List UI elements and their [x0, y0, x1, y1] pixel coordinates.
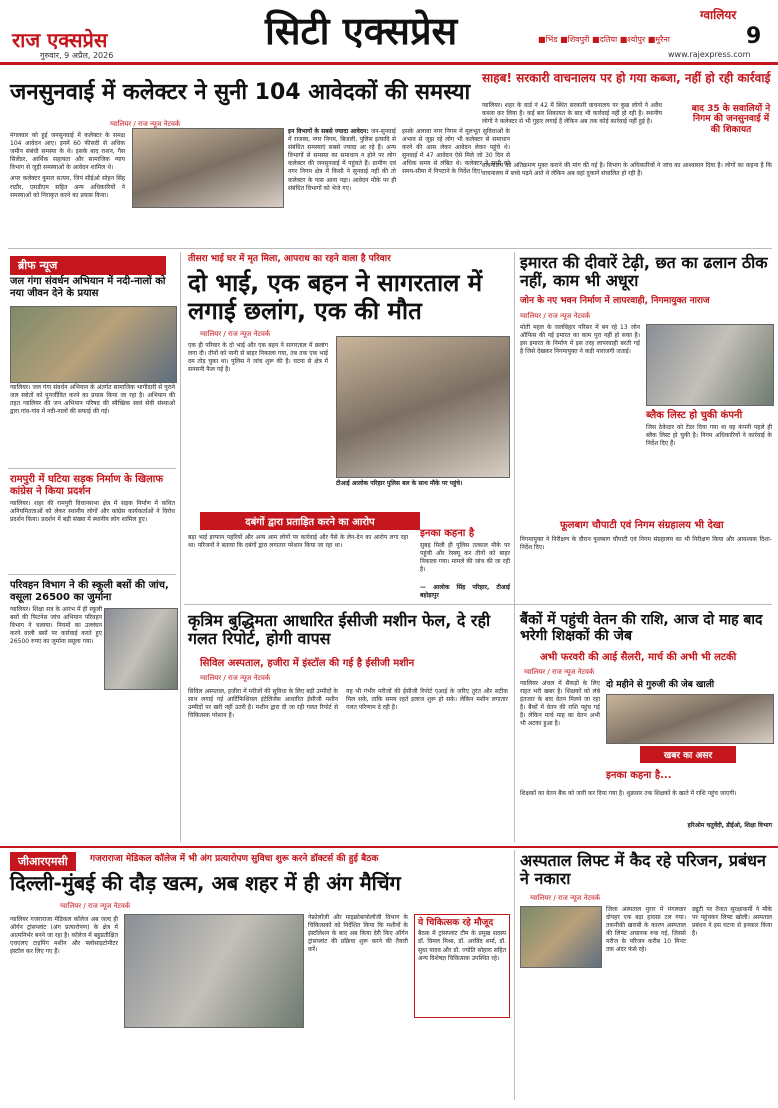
- top-right-side-note: बाद 35 के सवालियों ने निगम की जनसुनवाई में की शिकायत: [691, 104, 771, 135]
- lead-photo: [132, 128, 284, 208]
- center-headline: दो भाई, एक बहन ने सागरताल में लगाई छलांग, एक की मौत: [188, 269, 483, 325]
- divider-2: [184, 604, 772, 605]
- salary-headline: बैंकों में पहुंची वेतन की राशि, आज दो माह बाद भरेगी शिक्षकों की जेब: [520, 612, 763, 645]
- ecg-headline: कृत्रिम बुद्धिमता आधारित ईसीजी मशीन फेल, दे रही गलत रिपोर्ट, होगी वापस: [188, 611, 491, 649]
- bottom-headline: दिल्ली-मुंबई की दौड़ खत्म, अब शहर में ही अंग मैचिंग: [10, 871, 401, 895]
- lead-body-col4: इसके अलावा नगर निगम में मूलभूत सुविधाओं के अभाव से जूझ रहे लोग भी कलेक्टर से समाधान करने की आस लेकर आवेदन लेकर पहुंचे थे। सुनवाई में 47 आवेदन ऐसे मिले जो 30 दिन से अधिक समय से लंबित थे। कलेक्टर ने सभी को समय-सीमा में निपटाने के निर्देश दिए।: [402, 128, 510, 176]
- masthead-edition: ग्वालियर: [700, 8, 737, 22]
- divider-1: [8, 248, 772, 249]
- brief-tag: ब्रीफ न्यूज: [10, 256, 166, 275]
- masthead-date: गुरुवार, 9 अप्रैल, 2026: [40, 51, 114, 60]
- salary-body: ग्वालियर अंचल में सैकड़ों के लिए राहत भरी खबर है। शिक्षकों को लंबे इंतजार के बाद वेतन मिलने जा रहा है। बैंकों में वेतन की राशि पहुंच गई है। लेकिन मार्च माह का वेतन अभी भी अटका हुआ है।: [520, 680, 600, 728]
- bottom-rule: [0, 846, 778, 848]
- divider-col-3: [514, 850, 515, 1100]
- center-photo: [336, 336, 510, 478]
- bottom-byline: ग्वालियर / राज न्यूज नेटवर्क: [60, 902, 131, 910]
- salary-byline: ग्वालियर / राज न्यूज नेटवर्क: [524, 668, 595, 676]
- brief-item1-body: ग्वालियर। जल गंगा संवर्धन अभियान के अंतर्गत सामाजिक भागीदारी से पुराने जल स्त्रोतों को पुनर्जीवित करने का प्रयास किया जा रहा है। अभियान की तहत ग्वालियर की जन अभियान परिषद की स्वैच्छिक स्वयं सेवी संस्थाओं द्वारा गांव-गांव में नदी-नालों की सफाई की गई।: [10, 384, 175, 416]
- ecg-byline: ग्वालियर / राज न्यूज नेटवर्क: [200, 674, 271, 682]
- lead-body-1: मंगलवार को हुई जनसुनवाई में कलेक्टर के समक्ष 104 आवेदन आए। इनमें 60 फीसदी से अधिक जमीन संबंधी समस्या के थे। इसके बाद राशन, गैस सिलेंडर, आर्थिक सहायता और सामाजिक न्याय विभाग से जुड़ी समस्याओं के आवेदन शामिल थे।: [10, 132, 125, 172]
- top-right-headline: साहब! सरकारी वाचनालय पर हो गया कब्जा, नहीं हो रही कार्रवाई: [482, 71, 771, 85]
- lead-headline: जनसुनवाई में कलेक्टर ने सुनी 104 आवेदकों की समस्या: [10, 80, 471, 105]
- lift-headline: अस्पताल लिफ्ट में कैद रहे परिजन, प्रबंधन ने नकारा: [520, 851, 766, 889]
- right-subhead-2: फूलबाग चौपाटी एवं निगम संग्रहालय भी देखा: [560, 520, 724, 531]
- divider-col-1: [180, 252, 181, 842]
- salary-subheadline: अभी फरवरी की आई सैलरी, मार्च की अभी भी लटकी: [540, 652, 737, 663]
- lift-body: जिला अस्पताल मुरार में मंगलवार दोपहर एक बड़ा हादसा टल गया। तकनीकी खराबी के कारण अस्पताल की लिफ्ट अचानक रुक गई, जिससे मरीज के परिजन करीब 10 मिनट तक अंदर फंसे रहे।: [606, 906, 686, 954]
- right-body-3: निगमायुक्त ने निरीक्षण के दौरान फूलबाग चौपाटी एवं निगम संग्रहालय का भी निरीक्षण किया और आवश्यक दिशा-निर्देश दिए।: [520, 536, 772, 552]
- salary-quote-by: हरिओम चतुर्वेदी, डीईओ, शिक्षा विभाग: [687, 822, 772, 829]
- salary-quote-head: इनका कहना है...: [606, 770, 672, 781]
- right-headline: इमारत की दीवारें टेढ़ी, छत का ढलान ठीक नहीं, काम भी अधूरा: [520, 253, 768, 291]
- top-right-body: ग्वालियर। शहर के वार्ड नं 42 में स्थित सरकारी वाचनालय पर कुछ लोगों ने अवैध कब्जा कर लिया है। कई बार शिकायत के बाद भी कार्रवाई नहीं हो रही है। स्थानीय लोगों ने कलेक्टर से भी गुहार लगाई है लेकिन अब तक कोई कार्रवाई नहीं हुई है।: [482, 102, 662, 126]
- brief-item1-headline: जल गंगा संवर्धन अभियान में नदी-नालों को नया जीवन देने के प्रयास: [10, 276, 166, 299]
- bottom-photo: [124, 914, 304, 1028]
- ecg-body-col3: यह भी गंभीर मरीजों की ईसीजी रिपोर्ट एआई के जरिए तुरंत और सटीक मिल सके, ताकि समय रहते इलाज शुरू हो सके। लेकिन मशीन लगातार गलत परिणाम दे रही है।: [346, 688, 508, 712]
- lead-body-col3: [288, 128, 396, 238]
- salary-impact-tag: खबर का असर: [640, 746, 736, 763]
- center-sub-body: बड़ा भाई इरफान पहरियों और अन्य आम लोगों पर कार्रवाई और पैसे के लेन-देन का आरोप लगा रहा था। परिजनों ने बताया कि दबंगों द्वारा लगातार परेशान किया जा रहा था।: [188, 534, 408, 550]
- masthead-rule: [0, 62, 778, 65]
- bottom-box-body: बैठक में ट्रांसप्लांट टीम के प्रमुख सदस्य डॉ. विमल मिश्रा, डॉ. अरविंद शर्मा, डॉ. सुधा यादव और डॉ. ज्योति सोहारा सहित अन्य विशेषज्ञ चिकित्सक उपस्थित रहे।: [418, 930, 506, 962]
- bottom-tag: जीआरएमसी: [10, 852, 76, 871]
- bottom-body-col3: नेफ्रोलॉजी और माइक्रोबायोलॉजी विभाग के चिकित्सकों को निर्देशित किया कि मशीनों के इंस्टॉलेशन के बाद अब किया देरी किए ऑर्गन ट्रांसप्लांट की प्रक्रिया शुरू करने की तैयारी करें।: [308, 914, 408, 954]
- page-number: 9: [746, 24, 762, 49]
- ecg-body: सिविल अस्पताल, हजीरा में मरीजों की सुविधा के लिए बड़ी उम्मीदों के साथ लगाई गई आर्टिफिशियल इंटेलिजेंस आधारित ईसीजी मशीन उम्मीदों पर खरी नहीं उतरी है। मशीन द्वारा दी जा रही गलत रिपोर्ट से चिकित्सक परेशान हैं।: [188, 688, 338, 720]
- masthead-title: सिटी एक्सप्रेस: [265, 9, 458, 53]
- center-quote-body: सुबह मिली ही पुलिस तत्काल मौके पर पहुंची और रेस्क्यू कर तीनों को बाहर निकाला गया। मामले की जांच की जा रही है।: [420, 542, 510, 574]
- masthead-website: www.rajexpress.com: [668, 50, 751, 59]
- center-quote-by: — आलोक सिंह परिहार, टीआई बहोड़ापुर: [420, 584, 510, 600]
- lift-byline: ग्वालियर / राज न्यूज नेटवर्क: [530, 894, 601, 902]
- right-body-2: जिस ठेकेदार को टेंडर दिया गया था वह कंपनी पहले ही ब्लैक लिस्ट हो चुकी है। निगम अधिकारियों ने कार्रवाई के निर्देश दिए हैं।: [646, 424, 772, 448]
- salary-quote-body: शिक्षकों का वेतन बैंक को जारी कर दिया गया है। शुक्रवार तक शिक्षकों के खाते में राशि पहुंच जाएगी।: [520, 790, 737, 797]
- center-subhead: दबंगों द्वारा प्रताड़ित करने का आरोप: [200, 512, 420, 530]
- ecg-subheadline: सिविल अस्पताल, हजीरा में इंस्टॉल की गई है ईसीजी मशीन: [200, 658, 415, 669]
- brief-item3-photo: [104, 608, 178, 690]
- divider-col-2: [514, 252, 515, 842]
- bottom-body: ग्वालियर गजराराजा मेडिकल कॉलेज अब जल्द ही ऑर्गन ट्रांसप्लांट (अंग प्रत्यारोपण) के क्षेत्र में आत्मनिर्भर बनने जा रहा है। कॉलेज में बहुप्रतीक्षित एचएलए टाइपिंग मशीन और फ्लोसाइटोमीटर इंस्टॉल कर लिए गए हैं।: [10, 916, 118, 956]
- bottom-doctors-box: [414, 914, 510, 1018]
- center-photo-caption: टीआई आलोक परिहार पुलिस बल के साथ मौके पर पहुंचे।: [336, 480, 463, 487]
- masthead: [0, 0, 778, 66]
- lead-col3-text: जन-सुनवाई में राजस्व, नगर निगम, बिजली, पुलिस इत्यादि से संबंधित समस्याएं सबसे ज्यादा आ रहे हैं। अन्य विभागों से समस्या का समाधान न होने पर लोग कलेक्टर की जनसुनवाई में पहुंचते हैं। ग्रामीण एवं नगर निगम क्षेत्र में किसी ने सुनवाई नहीं की तो कलेक्टर के पास आना पड़ा। आवेदन मौके पर ही संबंधित विभागों को भेजे गए।: [288, 128, 396, 192]
- bottom-box-headline: ये चिकित्सक रहे मौजूद: [418, 918, 494, 928]
- lead-body-2: अपर कलेक्टर कुमार सत्यम, जिपं सीईओ सोहन सिंह राठौर, एसडीएम सहित अन्य अधिकारियों ने समस्याओं को निराकृत करने का प्रयास किया।: [10, 175, 125, 199]
- lead-col3-title: इन विभागों के सबसे ज्यादा आवेदन:: [288, 128, 369, 135]
- bottom-kicker: गजराराजा मेडिकल कॉलेज में भी अंग प्रत्यारोपण सुविधा शुरू करने डॉक्टर्स की हुई बैठक: [90, 854, 379, 864]
- right-byline: ग्वालियर / राज न्यूज नेटवर्क: [520, 312, 591, 320]
- lead-body-col1: [10, 132, 125, 252]
- brief-item2-headline: रामपुरी में घटिया सड़क निर्माण के खिलाफ कांग्रेस ने किया प्रदर्शन: [10, 474, 164, 497]
- masthead-left-title: राज एक्सप्रेस: [12, 28, 108, 52]
- center-kicker: तीसरा भाई घर में मृत मिला, आपराध का रहने वाला है परिवार: [188, 254, 391, 264]
- right-body: मोती महल के जलविहार परिसर में बन रहे 13 जोन ऑफिस की नई इमारत का काम पूरा नहीं हो सका है। इस इमारत के निर्माण में इस तरह लापरवाही बरती गई है जिसे देखकर निगमायुक्त ने कड़ी नाराजगी जताई।: [520, 324, 640, 356]
- lift-body-col2: ड्यूटी पर तैनात सुरक्षाकर्मी ने मौके पर पहुंचकर लिफ्ट खोली। अस्पताल प्रबंधन ने इस घटना से इनकार किया है।: [692, 906, 772, 938]
- masthead-cities: ■भिंड ■शिवपुरी ■दतिया ■श्योपुर ■मुरैना: [538, 35, 670, 44]
- top-right-body-2: वाचनालय को अतिक्रमण मुक्त कराने की मांग की गई है। विभाग के अधिकारियों ने जांच का आश्वासन दिया है। लोगों का कहना है कि वाचनालय में बच्चे पढ़ने आते थे लेकिन अब वहां दुकानें संचालित हो रही हैं।: [482, 162, 772, 178]
- brief-item1-photo: [10, 306, 177, 383]
- salary-inset-headline: दो महीने से गुरुजी की जेब खाली: [606, 680, 715, 690]
- lift-photo: [520, 906, 602, 968]
- brief-item3-body: ग्वालियर। शिक्षा सत्र के आरंभ में ही स्कूली बसों की फिटनेस जांच अभियान परिवहन विभाग ने चलाया। नियमों का उल्लंघन करने वाली बसों पर कार्रवाई करते हुए 26500 रुपए का जुर्माना वसूला गया।: [10, 606, 102, 646]
- salary-inset-clip: [606, 694, 774, 744]
- divider-brief-1: [8, 468, 176, 469]
- center-body: एक ही परिवार के दो भाई और एक बहन ने सागरताल में छलांग लगा दी। तीनों को पानी से बाहर निकाला गया, तब तक एक भाई दम तोड़ चुका था। पुलिस ने जांच शुरू की है। घटना से क्षेत्र में सनसनी फैल गई है।: [188, 342, 328, 374]
- brief-item3-headline: परिवहन विभाग ने की स्कूली बसों की जांच, वसूला 26500 का जुर्माना: [10, 580, 169, 603]
- right-subheadline: जोन के नए भवन निर्माण में लापरवाही, निगमायुक्त नाराज: [520, 296, 710, 306]
- right-subhead-1: ब्लैक लिस्ट हो चुकी कंपनी: [646, 410, 743, 421]
- right-photo: [646, 324, 774, 406]
- center-byline: ग्वालियर / राज न्यूज नेटवर्क: [200, 330, 271, 338]
- center-quote-head: इनका कहना है: [420, 528, 475, 539]
- brief-item2-body: ग्वालियर। शहर की रामपुरी विधानसभा क्षेत्र में सड़क निर्माण में कथित अनियमितताओं को लेकर स्थानीय लोगों और कांग्रेस कार्यकर्ताओं ने विरोध प्रदर्शन किया। प्रदर्शन में बड़ी संख्या में स्थानीय लोग शामिल हुए।: [10, 500, 175, 524]
- divider-brief-2: [8, 574, 176, 575]
- lead-byline: ग्वालियर / राज न्यूज नेटवर्क: [110, 120, 181, 128]
